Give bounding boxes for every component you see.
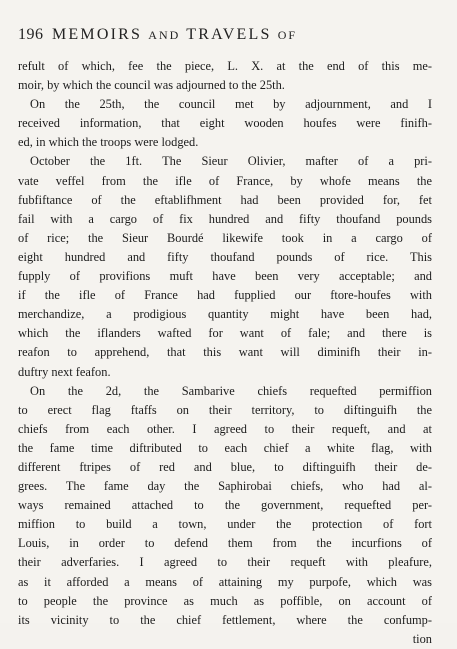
- text-line: to people the province as much as poffible, on account of: [18, 593, 432, 608]
- text-line: of rice; the Sieur Bourdé likewife took in a cargo of: [18, 230, 432, 245]
- text-line: vate veffel from the ifle of France, by whofe means the: [18, 173, 432, 188]
- text-line: which the iflanders wafted for want of fale; and there is: [18, 326, 432, 341]
- text-line: October the 1ft. The Sieur Olivier, mafter of a pri-: [30, 154, 432, 169]
- text-line: fail with a cargo of fix hundred and fifty thoufand pounds: [18, 211, 432, 226]
- text-line: received information, that eight wooden houfes were finifh-: [18, 116, 432, 131]
- text-line: its vicinity to the chief fettlement, where the confump-: [18, 612, 432, 627]
- text-line: duftry next feafon.: [18, 364, 111, 379]
- catchword: tion: [412, 631, 432, 646]
- text-line: the fame time diftributed to each chief a white flag, with: [18, 440, 432, 455]
- text-line: ways remained attached to the government, requefted per-: [18, 498, 432, 513]
- text-line: if the ifle of France had fupplied our ftore-houfes with: [18, 288, 432, 303]
- text-line: Louis, in order to defend them from the incurfions of: [18, 536, 432, 551]
- running-title: [52, 26, 297, 44]
- running-title-of: OF: [277, 28, 298, 42]
- text-line: grees. The fame day the Saphirobai chiefs, who had al-: [18, 479, 432, 494]
- text-line: reafon to apprehend, that this want will diminifh their in-: [18, 345, 432, 360]
- text-line: fupply of provifions muft have been very acceptable; and: [18, 269, 432, 284]
- text-line: to erect flag ftaffs on their territory, to diftinguifh the: [18, 402, 432, 417]
- text-line: chiefs from each other. I agreed to their requeft, and at: [18, 421, 432, 436]
- text-line: their adverfaries. I agreed to their requeft with pleafure,: [18, 555, 432, 570]
- text-line: different ftripes of red and blue, to diftinguifh their de-: [18, 459, 432, 474]
- text-line: On the 2d, the Sambarive chiefs requefted permiffion: [30, 383, 432, 398]
- running-title-memoirs: MEMOIRS: [52, 26, 143, 43]
- text-line: eight hundred and fifty thoufand pounds of rice. This: [18, 249, 432, 264]
- text-line: refult of which, fee the piece, L. X. at the end of this me-: [18, 59, 432, 73]
- text-line: merchandize, a prodigious quantity might have been had,: [18, 307, 432, 322]
- text-line: as it afforded a means of attaining my purpofe, which was: [18, 574, 432, 589]
- running-title-and: AND: [148, 28, 181, 42]
- text-line: moir, by which the council was adjourned to the 25th.: [18, 78, 285, 93]
- text-line: On the 25th, the council met by adjournment, and I: [30, 97, 432, 112]
- running-title-travels: TRAVELS: [186, 26, 272, 43]
- text-line: miffion to build a town, under the protection of fort: [18, 517, 432, 532]
- text-line: ed, in which the troops were lodged.: [18, 135, 199, 150]
- body-text: [18, 57, 432, 649]
- text-line: fubfiftance of the eftablifhment had been provided for, fet: [18, 192, 432, 207]
- running-header: [18, 26, 438, 50]
- page-number: 196: [18, 26, 44, 43]
